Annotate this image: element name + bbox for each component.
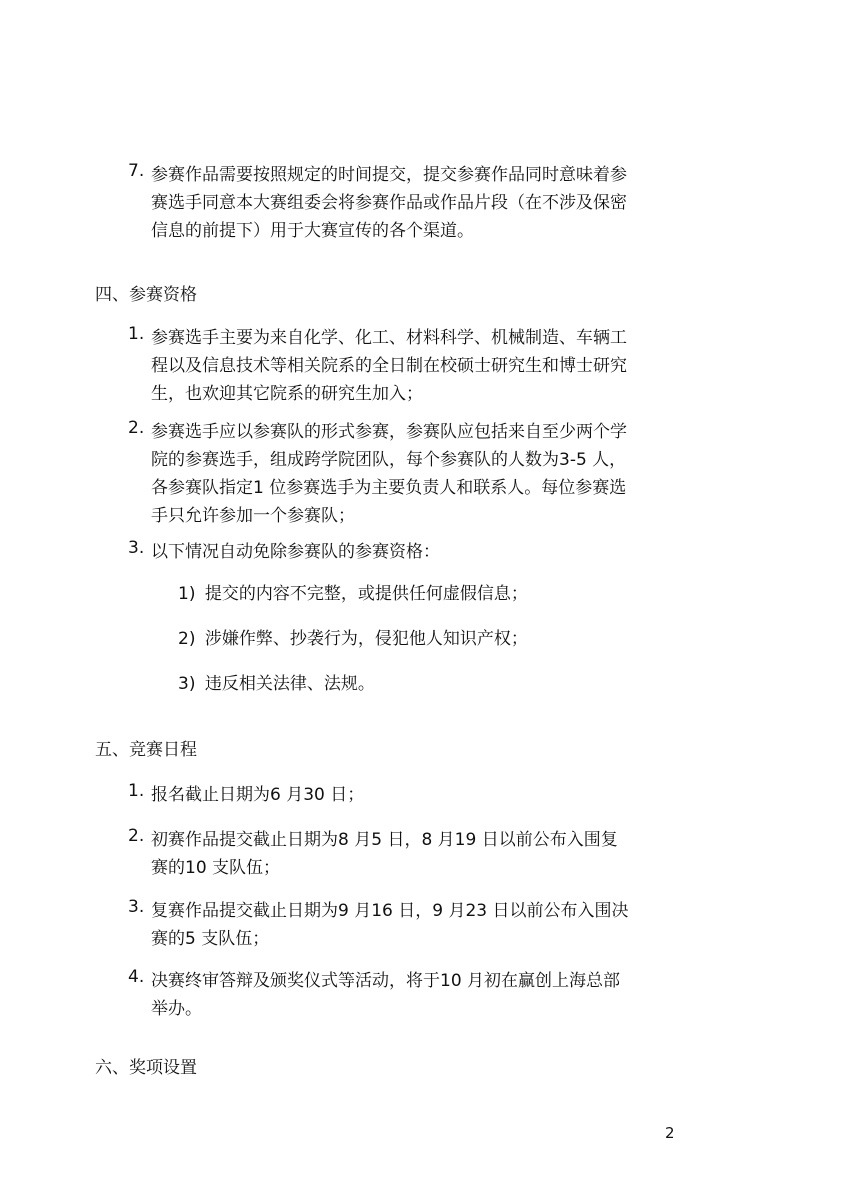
item-text — [151, 826, 618, 882]
item-number: 1. — [128, 781, 145, 801]
text-line: 参赛作品需要按照规定的时间提交，提交参赛作品同时意味着参 — [151, 165, 627, 185]
list-item-eligibility-2 — [128, 418, 688, 530]
subitem-number: 1) — [178, 584, 196, 604]
subitem-1 — [178, 580, 528, 608]
text-line: 报名截止日期为6 月30 日； — [151, 785, 365, 805]
item-number: 3. — [128, 538, 145, 558]
subitem-text: 提交的内容不完整，或提供任何虚假信息； — [204, 584, 528, 604]
text-line: 初赛作品提交截止日期为8 月5 日，8 月19 日以前公布入围复 — [151, 830, 618, 850]
subitem-number: 2) — [178, 629, 196, 649]
list-item-schedule-4 — [128, 967, 688, 1023]
list-item-schedule-2 — [128, 826, 688, 882]
item-number: 7. — [128, 161, 145, 181]
item-text — [151, 897, 629, 953]
item-text — [151, 161, 627, 245]
list-item-schedule-1 — [128, 781, 688, 809]
text-line: 院的参赛选手，组成跨学院团队，每个参赛队的人数为3-5 人， — [151, 450, 627, 470]
text-line: 决赛终审答辩及颁奖仪式等活动，将于10 月初在赢创上海总部 — [151, 971, 621, 991]
list-item-7 — [128, 161, 688, 245]
item-text — [151, 967, 620, 1023]
item-number: 4. — [128, 967, 145, 987]
text-line: 参赛选手主要为来自化学、化工、材料科学、机械制造、车辆工 — [151, 328, 627, 348]
text-line: 各参赛队指定1 位参赛选手为主要负责人和联系人。每位参赛选 — [151, 478, 627, 498]
section-heading-schedule: 五、竞赛日程 — [95, 740, 197, 760]
item-number: 2. — [128, 826, 145, 846]
text-line: 程以及信息技术等相关院系的全日制在校硕士研究生和博士研究 — [151, 356, 627, 376]
text-line: 生，也欢迎其它院系的研究生加入； — [151, 384, 423, 404]
text-line: 参赛选手应以参赛队的形式参赛，参赛队应包括来自至少两个学 — [151, 422, 627, 442]
item-number: 1. — [128, 324, 145, 344]
text-line: 赛的5 支队伍； — [151, 929, 270, 949]
text-line: 以下情况自动免除参赛队的参赛资格： — [151, 542, 440, 562]
section-heading-awards: 六、奖项设置 — [95, 1058, 197, 1078]
text-line: 复赛作品提交截止日期为9 月16 日，9 月23 日以前公布入围决 — [151, 901, 629, 921]
subitem-number: 3) — [178, 674, 196, 694]
list-item-schedule-3 — [128, 897, 688, 953]
list-item-eligibility-1 — [128, 324, 688, 408]
item-number: 2. — [128, 418, 145, 438]
subitem-text: 违反相关法律、法规。 — [204, 674, 375, 694]
list-item-eligibility-3 — [128, 538, 688, 566]
subitem-3 — [178, 670, 375, 698]
page-number: 2 — [665, 1124, 675, 1142]
item-text — [151, 781, 364, 809]
text-line: 赛选手同意本大赛组委会将参赛作品或作品片段（在不涉及保密 — [151, 193, 627, 213]
item-text — [151, 324, 627, 408]
item-text — [151, 538, 440, 566]
section-heading-eligibility: 四、参赛资格 — [95, 285, 197, 305]
text-line: 手只允许参加一个参赛队； — [151, 506, 355, 526]
item-number: 3. — [128, 897, 145, 917]
subitem-2 — [178, 625, 528, 653]
text-line: 赛的10 支队伍； — [151, 858, 281, 878]
item-text — [151, 418, 627, 530]
text-line: 信息的前提下）用于大赛宣传的各个渠道。 — [151, 221, 474, 241]
subitem-text: 涉嫌作弊、抄袭行为，侵犯他人知识产权； — [204, 629, 528, 649]
text-line: 举办。 — [151, 999, 202, 1019]
